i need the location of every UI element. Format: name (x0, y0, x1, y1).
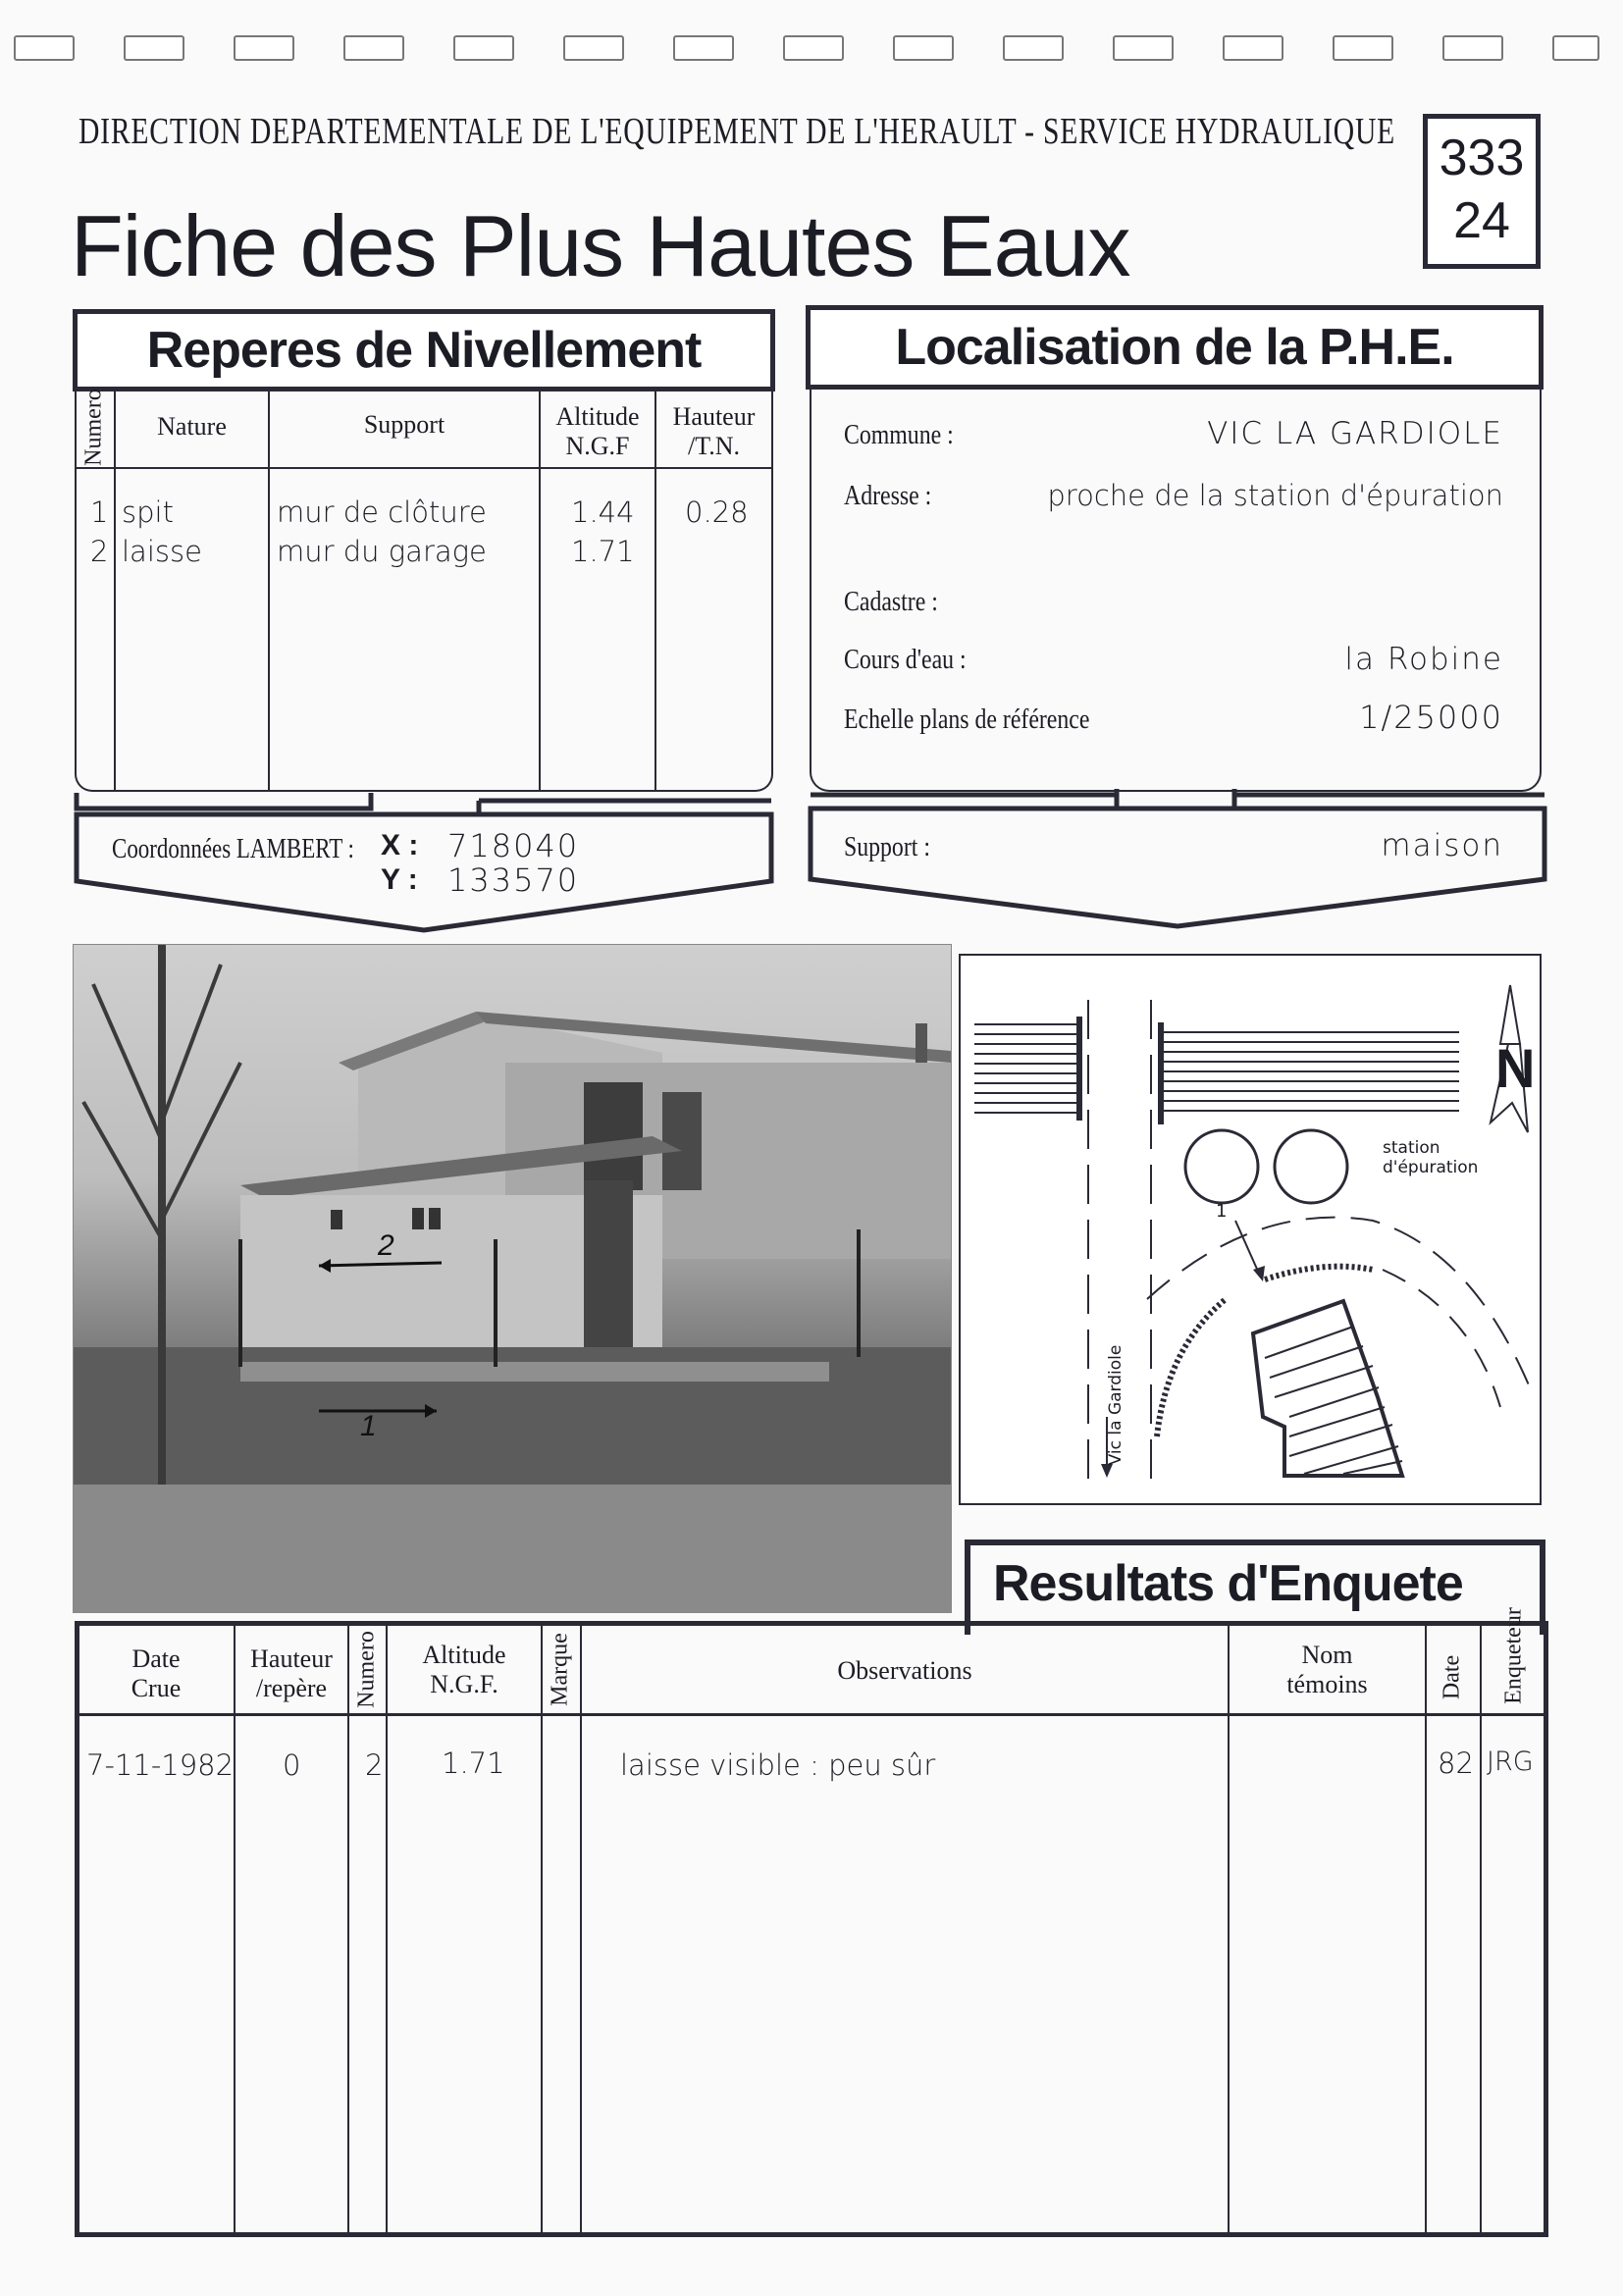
col-nature: Nature (157, 412, 227, 441)
fiche-code-box (1423, 114, 1541, 269)
photo-marker-2: 2 (378, 1229, 394, 1262)
localisation-title: Localisation de la P.H.E. (806, 305, 1544, 390)
lambert-y-value: 133570 (447, 861, 580, 899)
code-bottom: 24 (1453, 192, 1510, 249)
lambert-y-label: Y : (381, 863, 418, 896)
row-hauteur: 0.28 (685, 496, 749, 529)
res-col-numero: Numero (353, 1631, 380, 1708)
row-support: mur de clôture (277, 496, 487, 529)
support-value: maison (1381, 828, 1503, 863)
res-col-date: Date (1439, 1654, 1465, 1700)
adresse-label: Adresse : (844, 481, 932, 511)
row-numero: 2 (90, 535, 109, 568)
res-numero: 2 (365, 1748, 384, 1782)
res-col-enqueteur: Enqueteur (1500, 1607, 1527, 1704)
res-enqueteur: JRG (1487, 1747, 1534, 1777)
res-date: 82 (1438, 1747, 1474, 1780)
res-observations: laisse visible : peu sûr (620, 1748, 936, 1782)
reperes-title: Reperes de Nivellement (73, 309, 775, 391)
lambert-box (69, 793, 781, 938)
station-label: station d'épuration (1383, 1138, 1479, 1177)
direction-header: DIRECTION DEPARTEMENTALE DE L'EQUIPEMENT DE L'HERAULT - SERVICE HYDRAULIQUE (79, 111, 1396, 152)
resultats-title: Resultats d'Enquete (993, 1555, 1463, 1612)
res-col-observations: Observations (837, 1656, 972, 1685)
row-altitude: 1.71 (571, 535, 635, 568)
row-nature: laisse (122, 535, 202, 568)
road-label: Vic la Gardiole (1106, 1344, 1126, 1466)
res-col-date-crue: Date Crue (131, 1644, 182, 1702)
code-top: 333 (1439, 130, 1525, 186)
page-title: Fiche des Plus Hautes Eaux (71, 197, 1130, 294)
res-col-nom-temoins: Nom témoins (1286, 1641, 1368, 1698)
res-col-marque: Marque (547, 1633, 573, 1706)
echelle-label: Echelle plans de référence (844, 704, 1090, 735)
col-hauteur: Hauteur /T.N. (672, 402, 756, 460)
row-numero: 1 (90, 496, 109, 529)
commune-value: VIC LA GARDIOLE (1207, 416, 1503, 451)
support-label: Support : (844, 832, 930, 862)
lambert-x-label: X : (381, 829, 419, 861)
res-date-crue: 7-11-1982 (86, 1748, 235, 1782)
res-col-altitude: Altitude N.G.F. (422, 1641, 506, 1698)
row-nature: spit (122, 496, 174, 529)
cours-label: Cours d'eau : (844, 645, 967, 675)
row-altitude: 1.44 (571, 496, 635, 529)
site-photo (73, 944, 952, 1613)
adresse-value: proche de la station d'épuration (1047, 479, 1503, 512)
cadastre-label: Cadastre : (844, 587, 938, 617)
lambert-x-value: 718040 (447, 827, 580, 864)
col-numero: Numero (80, 389, 107, 466)
plan-marker-1: 1 (1216, 1201, 1228, 1222)
col-altitude: Altitude N.G.F (555, 402, 640, 460)
res-altitude: 1.71 (442, 1747, 505, 1780)
commune-label: Commune : (844, 420, 954, 450)
res-hauteur: 0 (283, 1748, 301, 1782)
res-col-hauteur: Hauteur /repère (250, 1644, 333, 1702)
photo-marker-1: 1 (360, 1410, 377, 1442)
cours-value: la Robine (1344, 642, 1503, 677)
col-support: Support (363, 410, 445, 439)
row-support: mur du garage (277, 535, 487, 568)
lambert-label: Coordonnées LAMBERT : (112, 834, 354, 864)
echelle-value: 1/25000 (1359, 699, 1503, 736)
north-label: N (1495, 1037, 1536, 1099)
site-plan (959, 954, 1542, 1505)
